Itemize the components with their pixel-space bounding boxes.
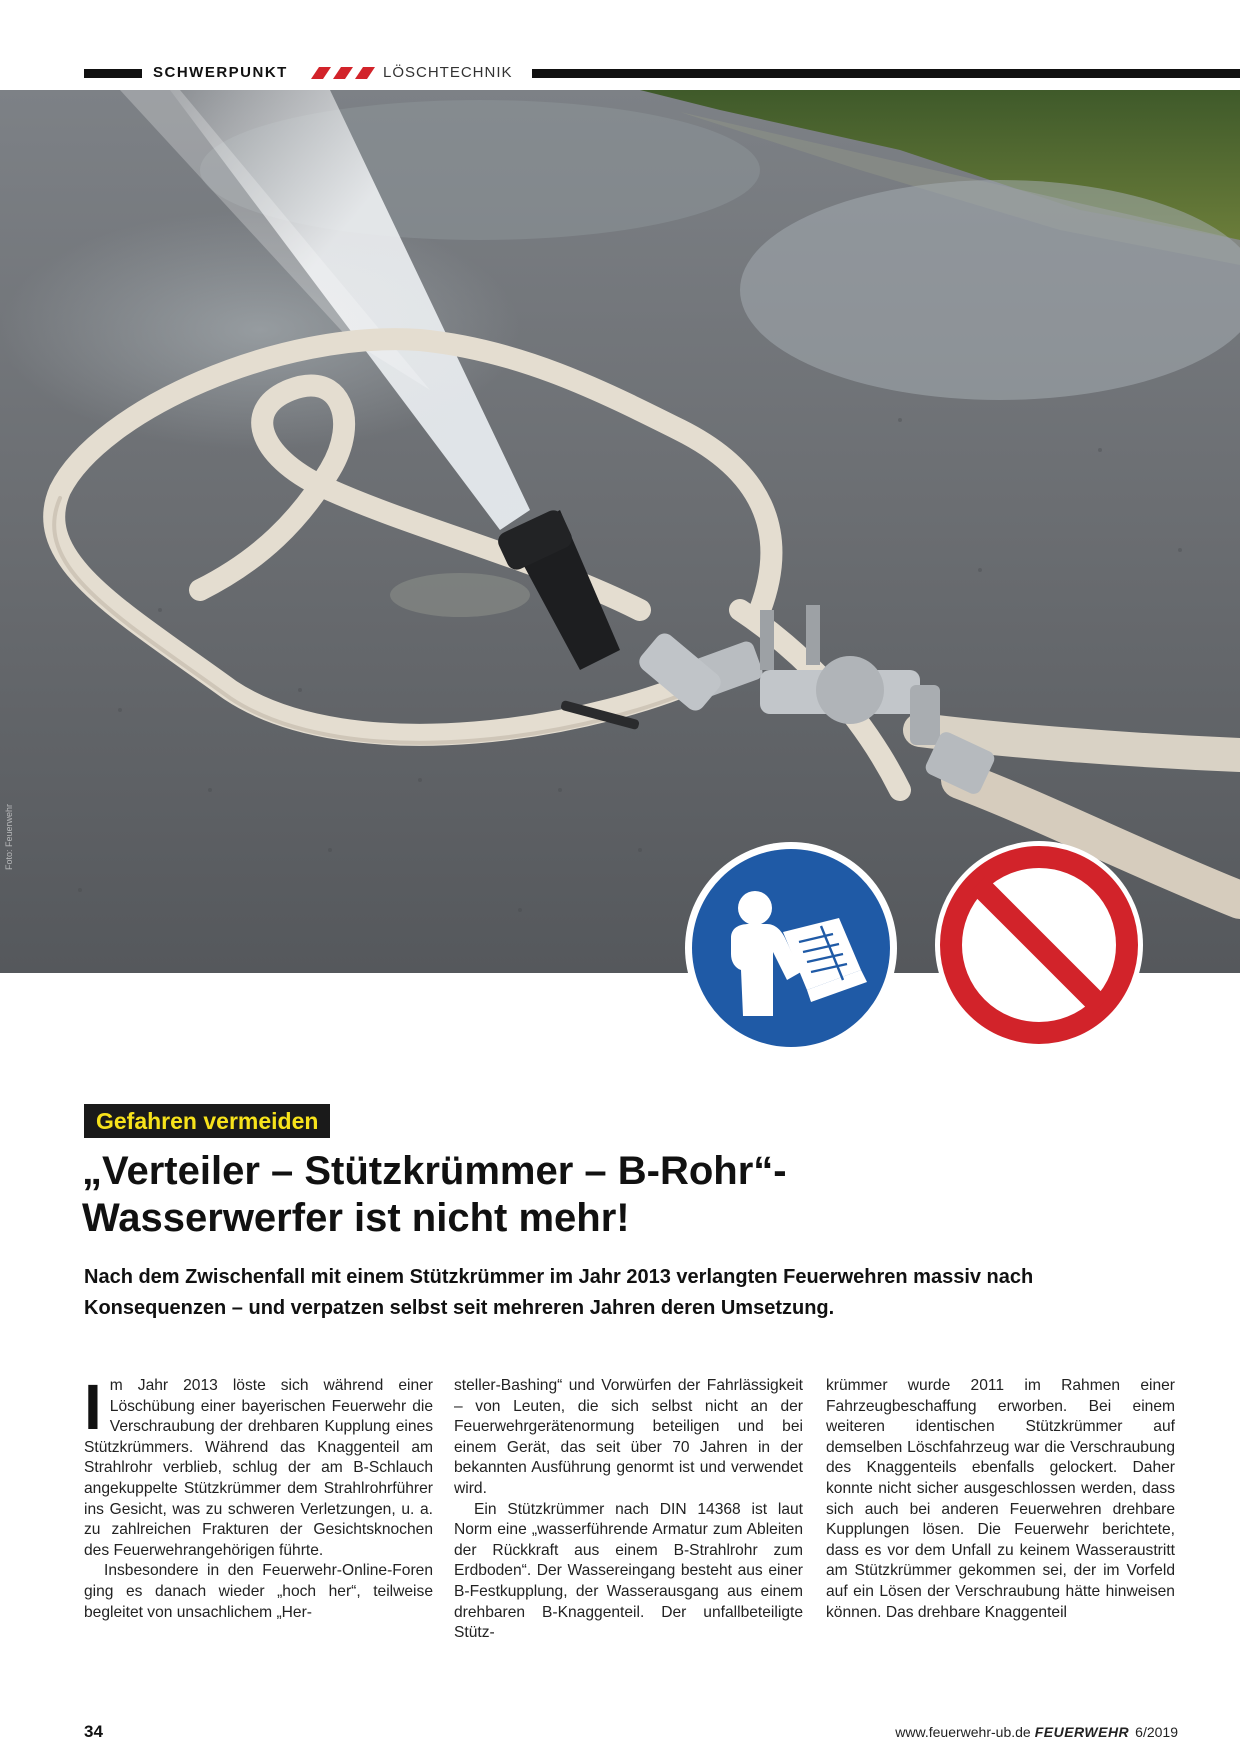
header-bar-right bbox=[532, 69, 1240, 78]
body-paragraph: Insbesondere in den Feuerwehr-Online-Foren ging es danach wieder „hoch her“, teilweise begleitet von unsachlichem „Her- bbox=[84, 1562, 433, 1621]
section-kicker: SCHWERPUNKT bbox=[153, 64, 288, 81]
headline-line-1: „Verteiler – Stützkrümmer – B-Rohr“- bbox=[82, 1149, 787, 1193]
body-column-3 bbox=[826, 1376, 1175, 1623]
body-paragraph: steller-Bashing“ und Vorwürfen der Fahrlässigkeit – von Leuten, die sich selbst nicht an der Feuerwehrgerätenormung beteiligen und bei einem Gerät, das seit über 70 Jahren in der bekannten Ausführung genormt ist und verwendet wird. bbox=[454, 1377, 803, 1497]
header-strip bbox=[0, 62, 1240, 84]
manual-read-icon bbox=[683, 840, 899, 1056]
footer-info bbox=[895, 1724, 1178, 1740]
photo-credit: Foto: Feuerwehr bbox=[4, 803, 14, 870]
paragraph-text: m Jahr 2013 löste sich während einer Löschübung einer bayerischen Feuerwehr die Verschraubung der drehbaren Kupplung eines Stützkrümmers. Während das Knaggenteil am Strahlrohr verblieb, schlug der am B-Schlauch angekuppelte Stützkrümmer dem Strahlrohrführer ins Gesicht, was zu schweren Verletzungen, u. a. zu zahlreichen Frakturen der Gesichtsknochen des Feuerwehrangehörigen führte. bbox=[84, 1377, 433, 1559]
drop-cap: I bbox=[84, 1371, 102, 1443]
body-paragraph: krümmer wurde 2011 im Rahmen einer Fahrzeugbeschaffung erworben. Bei einem weiteren identischen Stützkrümmer auf demselben Löschfahrzeug war die Verschraubung des Knaggenteils ebenfalls gelockert. Daher konnte nicht sicher ausgeschlossen werden, dass sich auch bei anderen Feuerwehren drehbare Kupplungen lösen. Die Feuerwehr berichtete, dass es vor dem Unfall zu keinem Wasseraustritt am Stützkrümmer gekommen sei, der im Vorfeld auf ein Lösen der Verschraubung hätte hinweisen können. Das drehbare Knaggenteil bbox=[826, 1377, 1175, 1621]
body-paragraph bbox=[84, 1371, 433, 1561]
section-topic: LÖSCHTECHNIK bbox=[383, 64, 513, 81]
prohibition-icon bbox=[934, 840, 1144, 1050]
section-tag: Gefahren vermeiden bbox=[84, 1104, 330, 1138]
body-column-2 bbox=[454, 1376, 803, 1644]
footer-url[interactable]: www.feuerwehr-ub.de bbox=[895, 1724, 1031, 1740]
page-number: 34 bbox=[84, 1722, 103, 1741]
header-bar-left bbox=[84, 69, 142, 78]
body-column-1 bbox=[84, 1371, 433, 1623]
footer-brand: FEUERWEHR bbox=[1034, 1724, 1130, 1740]
body-paragraph: Ein Stützkrümmer nach DIN 14368 ist laut Norm eine „wasserführende Armatur zum Ableiten der Rückkraft aus einem B-Strahlrohr zum Erdboden“. Der Wassereingang besteht aus einer B-Festkupplung, der Wasserausgang aus einem drehbaren B-Knaggenteil. Der unfallbeteiligte Stütz- bbox=[454, 1500, 803, 1642]
article-headline bbox=[82, 1148, 1182, 1242]
headline-line-2: Wasserwerfer ist nicht mehr! bbox=[82, 1196, 630, 1240]
footer-issue: 6/2019 bbox=[1135, 1724, 1178, 1740]
article-lead: Nach dem Zwischenfall mit einem Stützkrümmer im Jahr 2013 verlangten Feuerwehren massiv nach Konsequenzen – und verpatzen selbst seit mehreren Jahren deren Umsetzung. bbox=[84, 1266, 1034, 1319]
slash-decoration-icon bbox=[305, 67, 377, 79]
